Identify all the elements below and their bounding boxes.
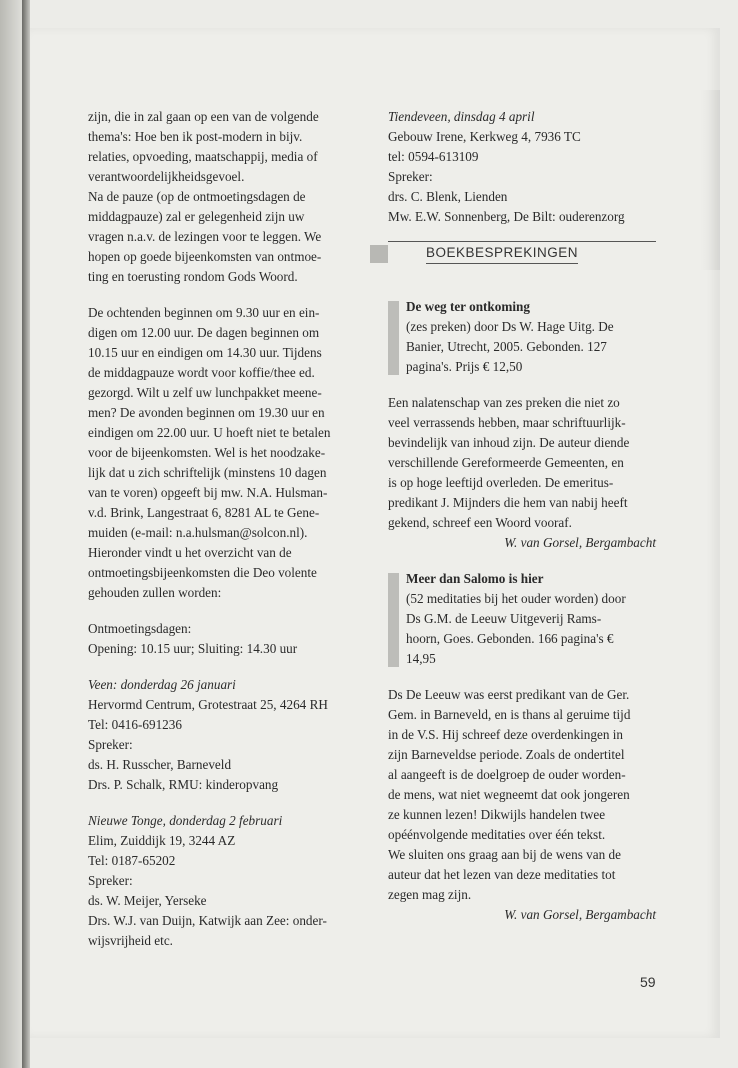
left-column <box>88 107 358 951</box>
meeting-days-title: Ontmoetingsdagen: <box>88 621 192 636</box>
text-line: gekend, schreef een Woord vooraf. <box>388 515 572 530</box>
event-line: Gebouw Irene, Kerkweg 4, 7936 TC <box>388 129 581 144</box>
review-body <box>388 393 656 553</box>
text-line: is op hoge leeftijd overleden. De emeritus- <box>388 475 614 490</box>
text-line: veel verrassends hebben, maar schriftuurlijk- <box>388 415 626 430</box>
text-line: ting en toerusting rondom Gods Woord. <box>88 269 298 284</box>
text-line: v.d. Brink, Langestraat 6, 8281 AL te Gene- <box>88 505 320 520</box>
page-number: 59 <box>640 974 656 990</box>
text-line: vragen n.a.v. de lezingen voor te leggen. We <box>88 229 322 244</box>
text-line: middagpauze) zal er gelegenheid zijn uw <box>88 209 305 224</box>
text-line: Hieronder vindt u het overzicht van de <box>88 545 292 560</box>
text-line: ze kunnen lezen! Dikwijls handelen twee <box>388 807 606 822</box>
text-line: Een nalatenschap van zes preken die niet zo <box>388 395 620 410</box>
book-detail: (zes preken) door Ds W. Hage Uitg. De <box>406 319 614 334</box>
text-line: gezorgd. Wilt u zelf uw lunchpakket meene- <box>88 385 322 400</box>
book-detail: hoorn, Goes. Gebonden. 166 pagina's € <box>406 631 614 646</box>
review-signature: W. van Gorsel, Bergambacht <box>504 907 656 922</box>
text-line: zijn Barneveldse periode. Zoals de ondertitel <box>388 747 625 762</box>
book-detail: Ds G.M. de Leeuw Uitgeverij Rams- <box>406 611 602 626</box>
event-heading: Nieuwe Tonge, donderdag 2 februari <box>88 813 283 828</box>
page-edge <box>0 0 22 1068</box>
text-line: zegen mag zijn. <box>388 887 472 902</box>
event-heading: Veen: donderdag 26 januari <box>88 677 236 692</box>
event-line: Spreker: <box>88 873 133 888</box>
text-line: in de V.S. Hij schreef deze overdenkingen in <box>388 727 623 742</box>
book-title: De weg ter ontkoming <box>406 299 530 314</box>
text-line: de mens, wat niet wegneemt dat ook jongeren <box>388 787 630 802</box>
book-detail: pagina's. Prijs € 12,50 <box>406 359 523 374</box>
event-line: Mw. E.W. Sonnenberg, De Bilt: ouderenzorg <box>388 209 625 224</box>
review-signature: W. van Gorsel, Bergambacht <box>504 535 656 550</box>
event-line: drs. C. Blenk, Lienden <box>388 189 508 204</box>
section-rule <box>388 241 656 242</box>
text-line: digen om 12.00 uur. De dagen beginnen om <box>88 325 320 340</box>
book-detail: (52 meditaties bij het ouder worden) door <box>406 591 626 606</box>
event-line: Drs. P. Schalk, RMU: kinderopvang <box>88 777 279 792</box>
text-line: 10.15 uur en eindigen om 14.30 uur. Tijdens <box>88 345 322 360</box>
review-marker-bar <box>388 573 399 667</box>
event-line: Drs. W.J. van Duijn, Katwijk aan Zee: onder- <box>88 913 327 928</box>
text-line: de middagpauze wordt voor koffie/thee ed. <box>88 365 315 380</box>
schedule-paragraph <box>88 303 358 603</box>
review-body <box>388 685 656 925</box>
right-column <box>388 107 656 925</box>
event-line: Tel: 0416-691236 <box>88 717 182 732</box>
text-line: verschillende Gereformeerde Gemeenten, en <box>388 455 624 470</box>
text-line: al aangeeft is de doelgroep de ouder worden- <box>388 767 626 782</box>
section-heading <box>388 241 656 263</box>
book-review-header <box>388 569 656 669</box>
book-spine <box>22 0 30 1068</box>
text-line: We sluiten ons graag aan bij de wens van de <box>388 847 621 862</box>
text-line: thema's: Hoe ben ik post-modern in bijv. <box>88 129 303 144</box>
bleed-shadow <box>700 90 720 270</box>
intro-paragraph <box>88 107 358 287</box>
text-line: gehouden zullen worden: <box>88 585 222 600</box>
event-line: Hervormd Centrum, Grotestraat 25, 4264 RH <box>88 697 328 712</box>
text-line: Ds De Leeuw was eerst predikant van de Ger. <box>388 687 630 702</box>
event-tiendeveen <box>388 107 656 227</box>
text-line: men? De avonden beginnen om 19.30 uur en <box>88 405 325 420</box>
book-detail: 14,95 <box>406 651 436 666</box>
section-marker <box>370 245 388 263</box>
text-line: relaties, opvoeding, maatschappij, media of <box>88 149 318 164</box>
text-line: zijn, die in zal gaan op een van de volgende <box>88 109 319 124</box>
event-line: ds. W. Meijer, Yerseke <box>88 893 207 908</box>
book-review-header <box>388 297 656 377</box>
event-veen <box>88 675 358 795</box>
text-line: verantwoordelijkheidsgevoel. <box>88 169 245 184</box>
book-title: Meer dan Salomo is hier <box>406 571 544 586</box>
review-marker-bar <box>388 301 399 375</box>
text-line: auteur dat het lezen van deze meditaties tot <box>388 867 616 882</box>
text-line: lijk dat u zich schriftelijk (minstens 10 dagen <box>88 465 327 480</box>
text-line: opéénvolgende meditaties over één tekst. <box>388 827 606 842</box>
email-line: muiden (e-mail: n.a.hulsman@solcon.nl). <box>88 525 308 540</box>
event-heading: Tiendeveen, dinsdag 4 april <box>388 109 535 124</box>
text-line: van te voren) opgeeft bij mw. N.A. Hulsman- <box>88 485 328 500</box>
meeting-days <box>88 619 358 659</box>
text-line: Na de pauze (op de ontmoetingsdagen de <box>88 189 306 204</box>
text-line: bevindelijk van inhoud zijn. De auteur diende <box>388 435 630 450</box>
event-line: Spreker: <box>388 169 433 184</box>
event-nieuwe-tonge <box>88 811 358 951</box>
text-line: ontmoetingsbijeenkomsten die Deo volente <box>88 565 317 580</box>
book-detail: Banier, Utrecht, 2005. Gebonden. 127 <box>406 339 607 354</box>
event-line: wijsvrijheid etc. <box>88 933 173 948</box>
text-line: voor de bijeenkomsten. Wel is het noodzake- <box>88 445 326 460</box>
meeting-days-times: Opening: 10.15 uur; Sluiting: 14.30 uur <box>88 641 298 656</box>
event-line: Tel: 0187-65202 <box>88 853 176 868</box>
event-line: ds. H. Russcher, Barneveld <box>88 757 232 772</box>
text-line: hopen op goede bijeenkomsten van ontmoe- <box>88 249 322 264</box>
section-title: BOEKBESPREKINGEN <box>426 243 578 264</box>
text-line: Gem. in Barneveld, en is thans al geruime tijd <box>388 707 631 722</box>
text-line: De ochtenden beginnen om 9.30 uur en ein- <box>88 305 320 320</box>
text-line: eindigen om 22.00 uur. U hoeft niet te betalen <box>88 425 331 440</box>
event-line: tel: 0594-613109 <box>388 149 479 164</box>
text-line: predikant J. Mijnders die hem van nabij heeft <box>388 495 628 510</box>
event-line: Spreker: <box>88 737 133 752</box>
event-line: Elim, Zuiddijk 19, 3244 AZ <box>88 833 236 848</box>
